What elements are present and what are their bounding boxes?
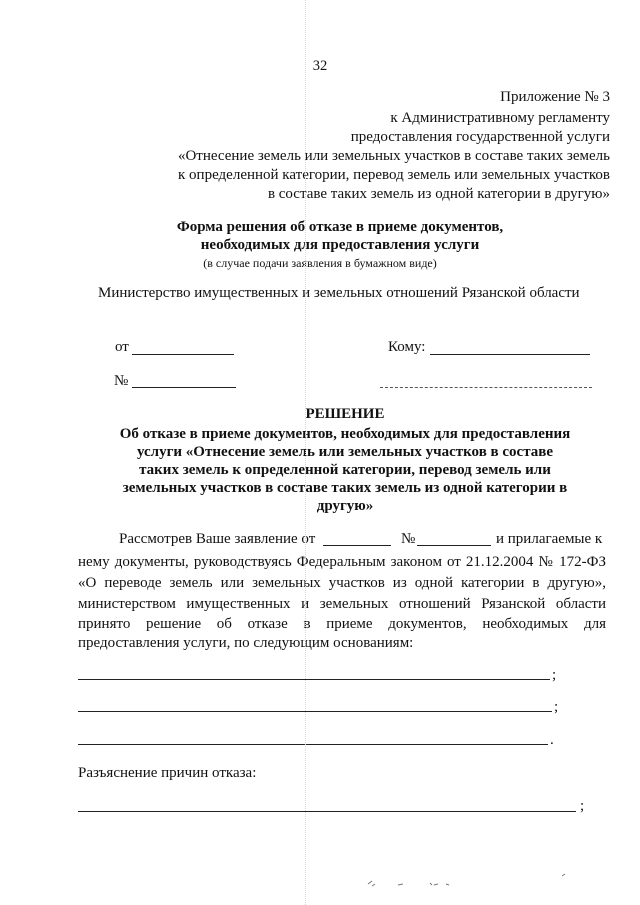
ground-end: ; [554,699,559,715]
application-date-field[interactable] [323,545,391,546]
ground-line-3[interactable] [78,744,548,745]
appendix-line: в составе таких земель из одной категории в другую» [267,186,610,202]
to-label: Кому: [388,339,426,355]
appendix-line: предоставления государственной услуги [350,129,610,145]
decision-subtitle-line: другую» [316,498,374,514]
appendix-line: к определенной категории, перевод земель или земельных участков [178,167,610,183]
explanation-line[interactable] [78,811,576,812]
appendix-title: Приложение № 3 [500,89,610,105]
from-date-field[interactable] [132,354,234,355]
recipient-address-field[interactable] [380,387,592,388]
scan-smudge-icon [350,870,580,895]
ground-end: . [550,732,554,748]
body-text: № [401,531,416,547]
form-title-note: (в случае подачи заявления в бумажном виде) [203,256,437,270]
form-title-line: Форма решения об отказе в приеме документов, [176,219,504,235]
number-field[interactable] [132,387,236,388]
body-text: министерством имущественных и земельных отношений Рязанской области [78,596,606,612]
decision-heading: РЕШЕНИЕ [305,406,385,422]
explanation-end: ; [580,798,585,814]
ground-end: ; [552,667,557,683]
from-label: от [115,339,129,355]
decision-subtitle-line: земельных участков в составе таких земель из одной категории в [122,480,568,496]
page-number: 32 [312,58,328,74]
body-text: и прилагаемые к [496,531,603,547]
recipient-field[interactable] [430,354,590,355]
body-text: нему документы, руководствуясь Федеральным законом от 21.12.2004 № 172-ФЗ [78,554,606,570]
appendix-line: «Отнесение земель или земельных участков в составе таких земель [177,148,610,164]
scan-fold-line [305,0,306,905]
form-title-line: необходимых для предоставления услуги [200,237,480,253]
application-number-field[interactable] [417,545,491,546]
appendix-line: к Административному регламенту [390,110,610,126]
number-label: № [114,373,129,389]
explanation-label: Разъяснение причин отказа: [78,765,257,781]
ground-line-1[interactable] [78,679,550,680]
body-text: «О переводе земель или земельных участков из одной категории в другую», [78,575,606,591]
ministry-name: Министерство имущественных и земельных отношений Рязанской области [98,285,580,301]
body-text: предоставления услуги, по следующим основаниям: [78,635,414,651]
body-text: принято решение об отказе в приеме документов, необходимых для [78,616,606,632]
ground-line-2[interactable] [78,711,552,712]
decision-subtitle-line: услуги «Отнесение земель или земельных участков в составе [136,444,554,460]
body-text: Рассмотрев Ваше заявление от [119,531,316,547]
decision-subtitle-line: Об отказе в приеме документов, необходимых для предоставления [119,426,571,442]
decision-subtitle-line: таких земель к определенной категории, перевод земель или [139,462,551,478]
